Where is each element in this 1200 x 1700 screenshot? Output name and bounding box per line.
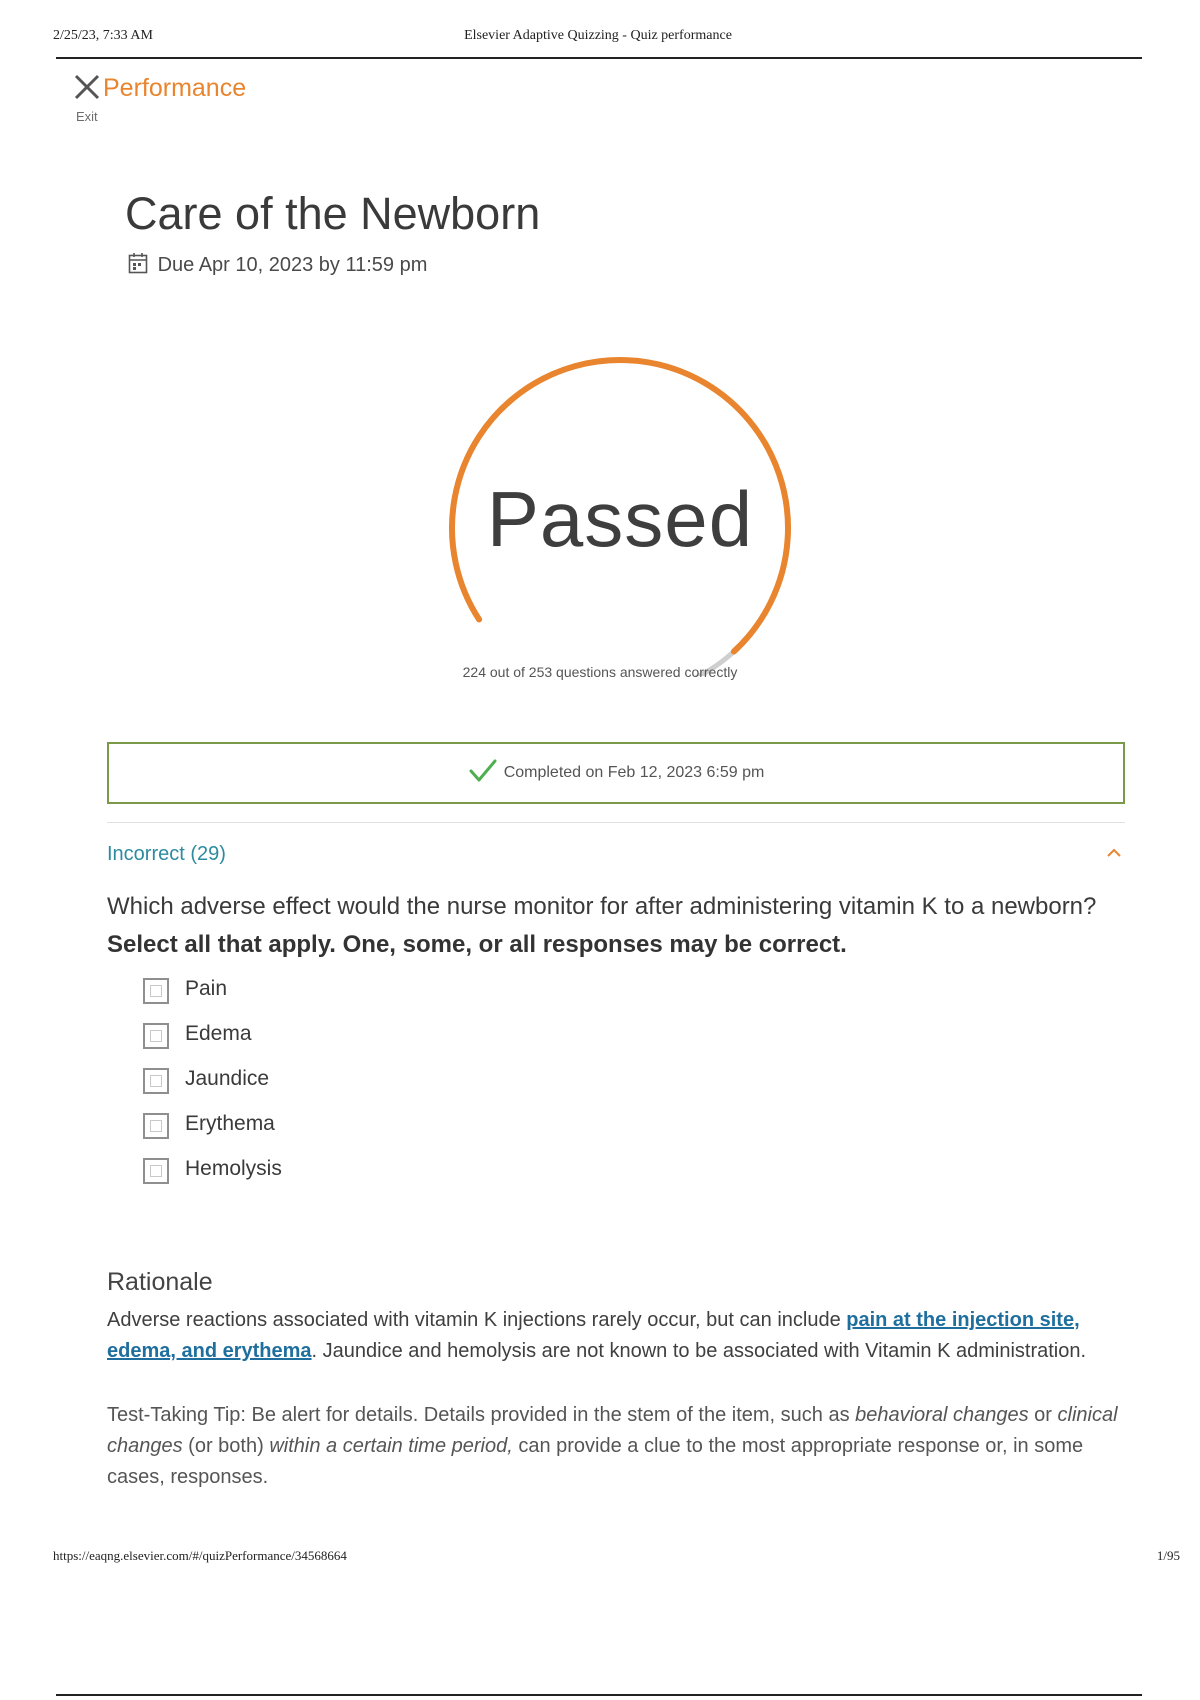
- close-icon: [72, 72, 102, 102]
- print-url: https://eaqng.elsevier.com/#/quizPerformance/34568664: [53, 1548, 347, 1563]
- tip-emphasis: clinical changes: [107, 1404, 1118, 1457]
- answer-checkbox[interactable]: [143, 1023, 169, 1049]
- answer-label: Edema: [185, 1022, 252, 1045]
- print-document-title: Elsevier Adaptive Quizzing - Quiz performance: [464, 28, 732, 43]
- question-text: Which adverse effect would the nurse monitor for after administering vitamin K to a newborn?: [107, 893, 1097, 920]
- score-gauge: [440, 356, 800, 676]
- answer-label: Jaundice: [185, 1067, 270, 1090]
- tip-text: can provide a clue to the most appropriate response or, in some cases, responses.: [107, 1435, 1084, 1488]
- question-stem: [107, 888, 1107, 964]
- answer-label: Pain: [185, 977, 228, 1000]
- section-divider: [107, 822, 1125, 823]
- completed-banner: [107, 742, 1125, 804]
- answer-label: Hemolysis: [185, 1157, 282, 1180]
- answer-label: Erythema: [185, 1112, 275, 1135]
- print-page-number: 1/95: [1156, 1548, 1180, 1563]
- rationale-link[interactable]: pain at the injection site, edema, and erythema: [107, 1309, 1080, 1362]
- checkmark-icon: [468, 758, 504, 789]
- incorrect-accordion-header[interactable]: [107, 840, 1125, 870]
- answer-checkbox[interactable]: [143, 1158, 169, 1184]
- due-date-text: Due Apr 10, 2023 by 11:59 pm: [157, 254, 428, 276]
- page-title: Performance: [103, 74, 247, 102]
- tip-text: Test-Taking Tip: Be alert for details. Details provided in the stem of the item, such as: [107, 1404, 856, 1426]
- incorrect-count-label: Incorrect (29): [107, 843, 226, 865]
- tip-emphasis: behavioral changes: [855, 1404, 1029, 1426]
- exit-button[interactable]: [72, 72, 102, 122]
- calendar-icon: [128, 254, 158, 276]
- tip-emphasis: within a certain time period,: [269, 1435, 513, 1457]
- exit-label: Exit: [76, 109, 98, 124]
- answer-checkbox[interactable]: [143, 978, 169, 1004]
- completed-text: Completed on Feb 12, 2023 6:59 pm: [503, 764, 765, 781]
- due-date: [128, 252, 427, 277]
- answer-checkbox[interactable]: [143, 1068, 169, 1094]
- print-timestamp: 2/25/23, 7:33 AM: [53, 28, 153, 43]
- tip-text: (or both): [182, 1435, 270, 1457]
- question-instruction: Select all that apply. One, some, or all responses may be correct.: [107, 931, 847, 958]
- score-summary: 224 out of 253 questions answered correctly: [462, 664, 738, 680]
- tip-text: or: [1028, 1404, 1058, 1426]
- quiz-title: Care of the Newborn: [125, 188, 541, 239]
- rationale-text: [107, 1305, 1132, 1367]
- rationale-text-after: . Jaundice and hemolysis are not known to be associated with Vitamin K administration.: [311, 1340, 1087, 1362]
- answer-checkbox[interactable]: [143, 1113, 169, 1139]
- rationale-text-before: Adverse reactions associated with vitamin K injections rarely occur, but can include: [107, 1309, 847, 1331]
- rationale-heading: Rationale: [107, 1268, 213, 1296]
- header-rule: [56, 57, 1142, 59]
- test-taking-tip: [107, 1400, 1132, 1493]
- footer-rule: [56, 1694, 1142, 1696]
- chevron-up-icon[interactable]: [1105, 846, 1123, 864]
- result-status: Passed: [486, 475, 754, 563]
